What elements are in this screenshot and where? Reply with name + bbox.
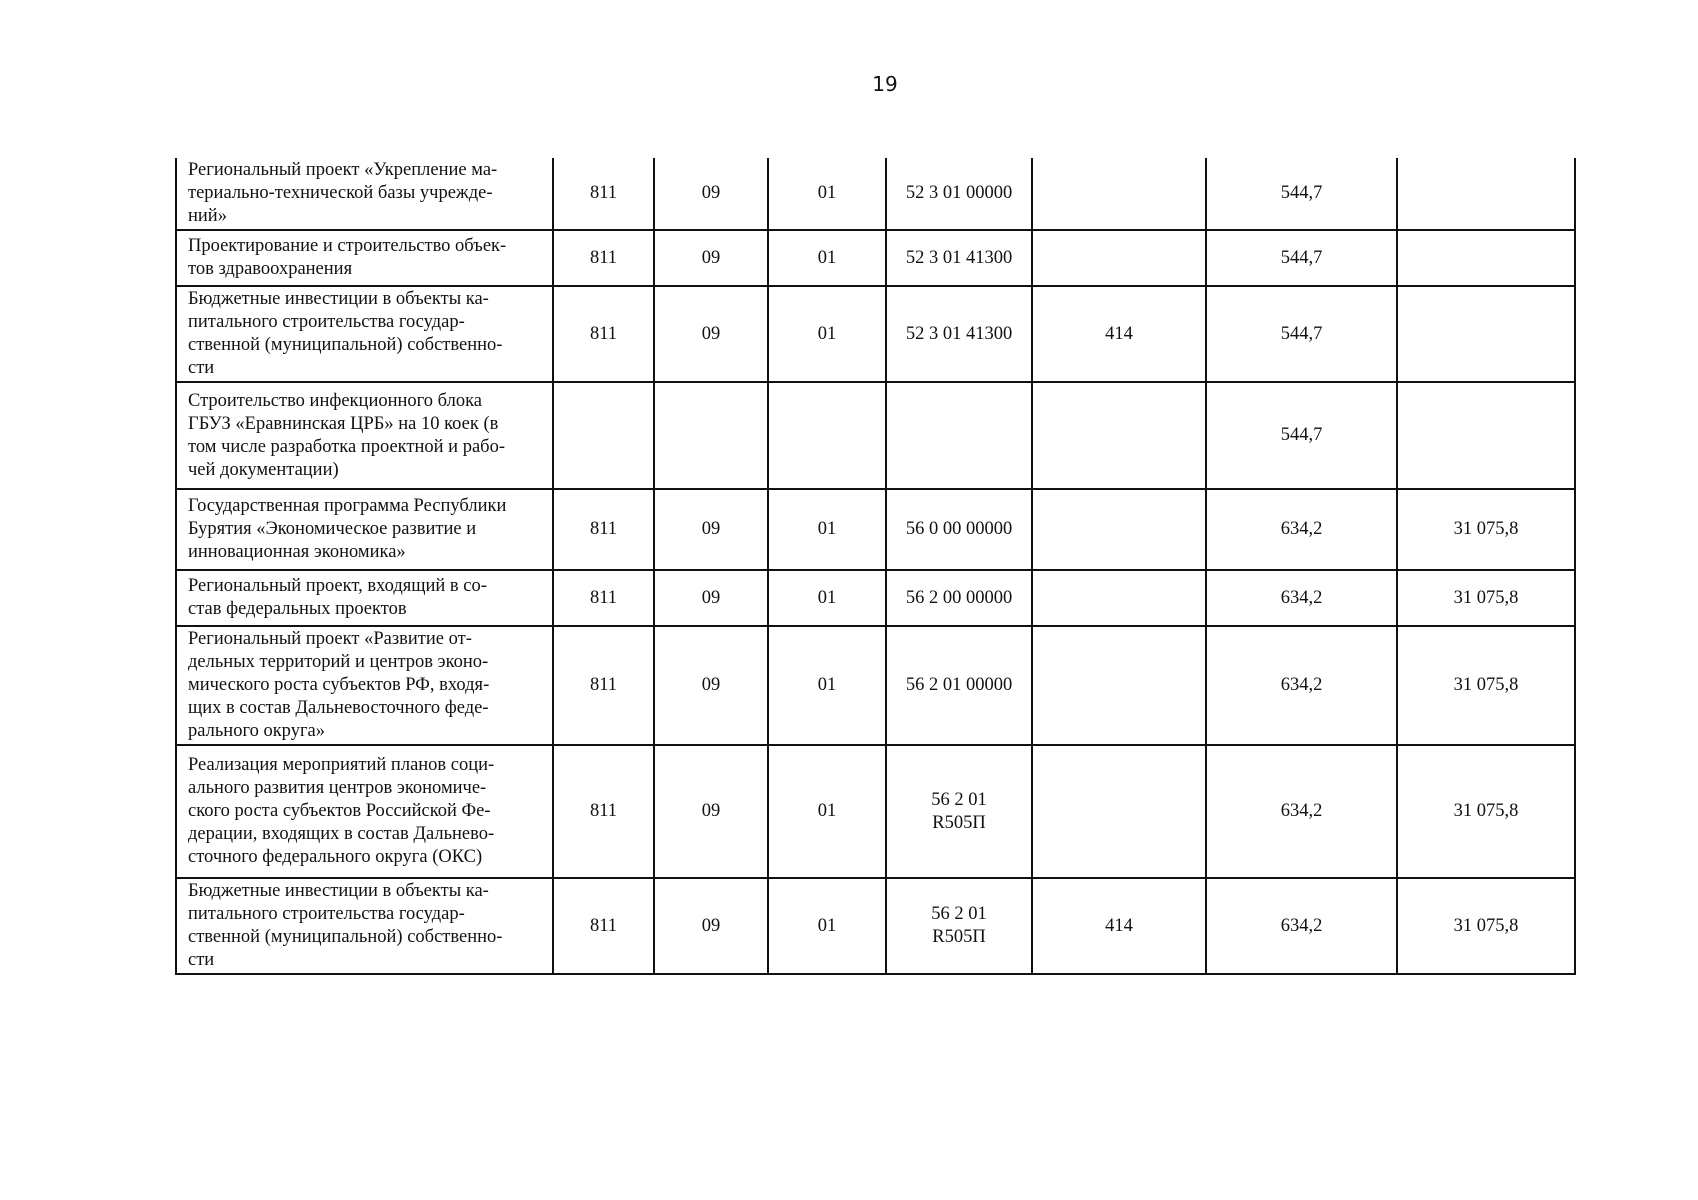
- amount-1-cell: 634,2: [1206, 570, 1397, 626]
- expense-type-cell: [1032, 158, 1206, 230]
- target-article-cell: 52 3 01 41300: [886, 230, 1032, 286]
- subsection-cell: 01: [768, 489, 886, 570]
- subsection-cell: 01: [768, 158, 886, 230]
- amount-2-cell: 31 075,8: [1397, 570, 1575, 626]
- expense-type-cell: [1032, 626, 1206, 745]
- expense-type-cell: 414: [1032, 286, 1206, 382]
- section-cell: 09: [654, 286, 768, 382]
- row-name-cell: Реализация мероприятий планов соци- ального развития центров экономиче- ского роста субъектов Российской Фе- дерации, входящих в состав Дальнево- сточного федерального округа (ОКС): [176, 745, 553, 878]
- ved-cell: [553, 382, 654, 489]
- subsection-cell: 01: [768, 286, 886, 382]
- amount-2-cell: [1397, 158, 1575, 230]
- table-row: [176, 878, 1575, 974]
- amount-1-cell: 544,7: [1206, 286, 1397, 382]
- amount-1-cell: 634,2: [1206, 878, 1397, 974]
- section-cell: 09: [654, 570, 768, 626]
- table-row: [176, 158, 1575, 230]
- section-cell: 09: [654, 158, 768, 230]
- row-name-cell: Бюджетные инвестиции в объекты ка- питального строительства государ- ственной (муниципальной) собственно- сти: [176, 286, 553, 382]
- section-cell: 09: [654, 489, 768, 570]
- subsection-cell: 01: [768, 878, 886, 974]
- target-article-cell: 56 2 01 00000: [886, 626, 1032, 745]
- table-row: [176, 570, 1575, 626]
- table-row: [176, 286, 1575, 382]
- amount-2-cell: 31 075,8: [1397, 626, 1575, 745]
- table-row: [176, 382, 1575, 489]
- subsection-cell: 01: [768, 626, 886, 745]
- row-name-cell: Бюджетные инвестиции в объекты ка- питального строительства государ- ственной (муниципальной) собственно- сти: [176, 878, 553, 974]
- table-row: [176, 230, 1575, 286]
- section-cell: 09: [654, 626, 768, 745]
- target-article-cell: 52 3 01 00000: [886, 158, 1032, 230]
- amount-1-cell: 544,7: [1206, 382, 1397, 489]
- row-name-cell: Региональный проект «Развитие от- дельных территорий и центров эконо- мического роста субъектов РФ, входя- щих в состав Дальневосточного феде- рального округа»: [176, 626, 553, 745]
- expense-type-cell: [1032, 230, 1206, 286]
- row-name-cell: Строительство инфекционного блока ГБУЗ «Еравнинская ЦРБ» на 10 коек (в том числе разработка проектной и рабо- чей документации): [176, 382, 553, 489]
- expense-type-cell: [1032, 489, 1206, 570]
- ved-cell: 811: [553, 230, 654, 286]
- row-name-cell: Проектирование и строительство объек- тов здравоохранения: [176, 230, 553, 286]
- expense-type-cell: [1032, 745, 1206, 878]
- amount-2-cell: 31 075,8: [1397, 878, 1575, 974]
- row-name-cell: Региональный проект, входящий в со- став федеральных проектов: [176, 570, 553, 626]
- amount-2-cell: [1397, 286, 1575, 382]
- subsection-cell: [768, 382, 886, 489]
- target-article-cell: 56 0 00 00000: [886, 489, 1032, 570]
- table-row: [176, 626, 1575, 745]
- target-article-cell: 56 2 01 R505П: [886, 745, 1032, 878]
- table-row: [176, 745, 1575, 878]
- target-article-cell: 56 2 01 R505П: [886, 878, 1032, 974]
- ved-cell: 811: [553, 158, 654, 230]
- subsection-cell: 01: [768, 745, 886, 878]
- amount-1-cell: 544,7: [1206, 158, 1397, 230]
- target-article-cell: 56 2 00 00000: [886, 570, 1032, 626]
- section-cell: 09: [654, 230, 768, 286]
- ved-cell: 811: [553, 878, 654, 974]
- row-name-cell: Региональный проект «Укрепление ма- териально-технической базы учрежде- ний»: [176, 158, 553, 230]
- expense-type-cell: 414: [1032, 878, 1206, 974]
- amount-2-cell: [1397, 382, 1575, 489]
- amount-1-cell: 634,2: [1206, 745, 1397, 878]
- row-name-cell: Государственная программа Республики Бурятия «Экономическое развитие и инновационная экономика»: [176, 489, 553, 570]
- amount-2-cell: [1397, 230, 1575, 286]
- table-row: [176, 489, 1575, 570]
- ved-cell: 811: [553, 286, 654, 382]
- ved-cell: 811: [553, 489, 654, 570]
- target-article-cell: 52 3 01 41300: [886, 286, 1032, 382]
- section-cell: [654, 382, 768, 489]
- amount-1-cell: 544,7: [1206, 230, 1397, 286]
- target-article-cell: [886, 382, 1032, 489]
- subsection-cell: 01: [768, 230, 886, 286]
- amount-2-cell: 31 075,8: [1397, 745, 1575, 878]
- expense-type-cell: [1032, 570, 1206, 626]
- ved-cell: 811: [553, 570, 654, 626]
- amount-1-cell: 634,2: [1206, 489, 1397, 570]
- budget-table: [175, 158, 1576, 975]
- amount-1-cell: 634,2: [1206, 626, 1397, 745]
- ved-cell: 811: [553, 626, 654, 745]
- expense-type-cell: [1032, 382, 1206, 489]
- section-cell: 09: [654, 745, 768, 878]
- page-number: 19: [872, 72, 898, 96]
- ved-cell: 811: [553, 745, 654, 878]
- subsection-cell: 01: [768, 570, 886, 626]
- amount-2-cell: 31 075,8: [1397, 489, 1575, 570]
- section-cell: 09: [654, 878, 768, 974]
